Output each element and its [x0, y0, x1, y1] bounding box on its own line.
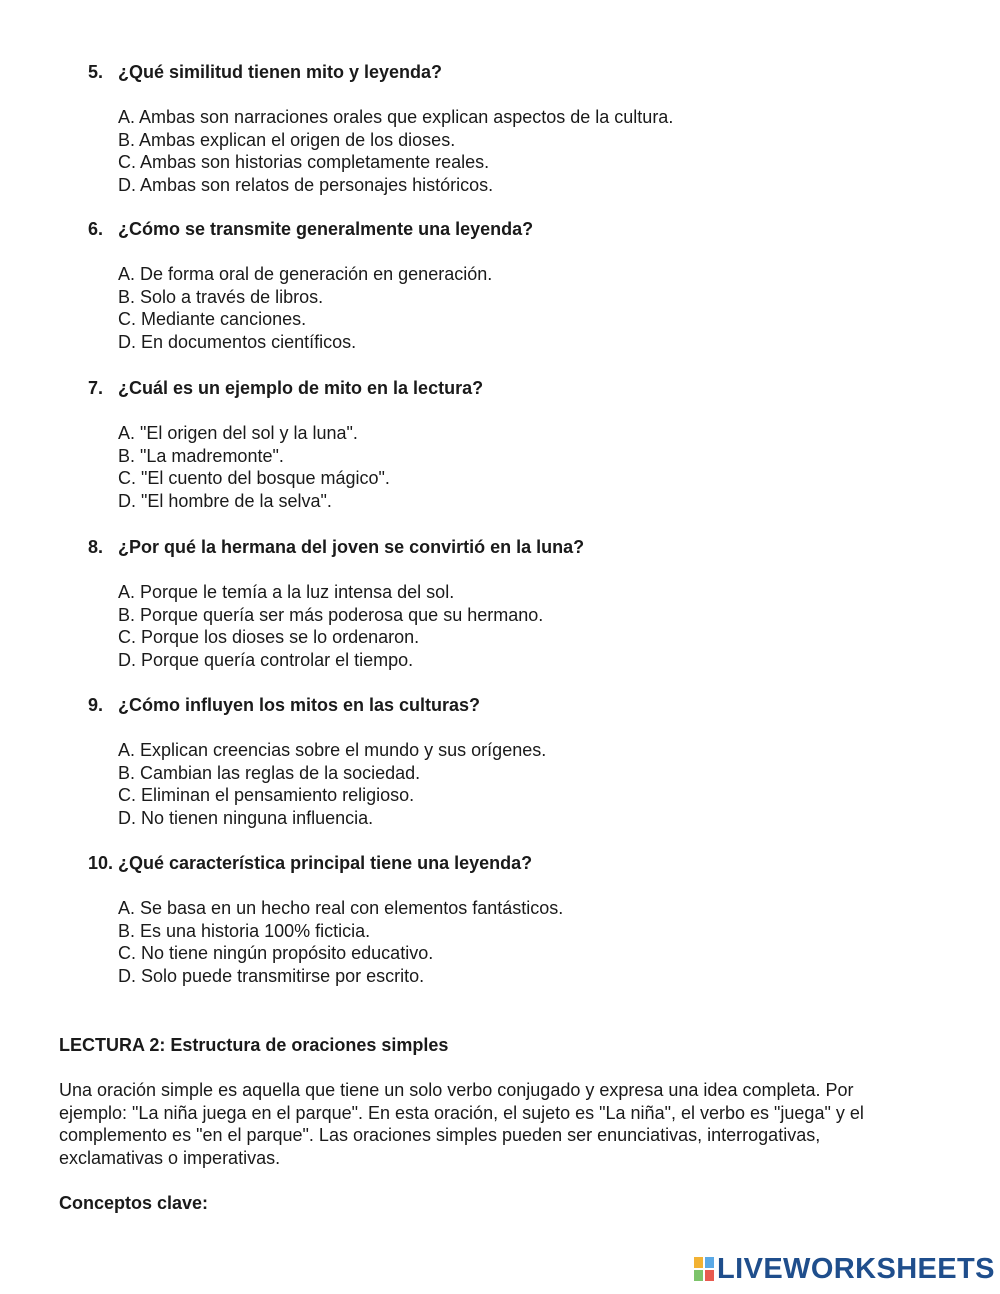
question-8 — [88, 536, 968, 671]
options-list — [88, 263, 968, 353]
option-b: B. Cambian las reglas de la sociedad. — [118, 762, 421, 783]
question-number: 8. — [88, 537, 104, 557]
paragraph-line: Una oración simple es aquella que tiene un solo verbo conjugado y expresa una idea completa. Por — [59, 1080, 854, 1100]
option-d: D. No tienen ninguna influencia. — [118, 807, 374, 828]
question-heading — [88, 377, 968, 399]
option-b: B. Ambas explican el origen de los dioses. — [118, 129, 456, 150]
option-d: D. En documentos científicos. — [118, 331, 357, 352]
question-5 — [88, 61, 968, 196]
option-d: D. Ambas son relatos de personajes históricos. — [118, 174, 494, 195]
logo-mark-icon — [693, 1256, 715, 1282]
key-concepts-heading: Conceptos clave: — [59, 1193, 209, 1213]
option-b: B. Porque quería ser más poderosa que su hermano. — [118, 604, 544, 625]
question-9 — [88, 694, 968, 829]
question-6 — [88, 218, 968, 353]
option-a: A. De forma oral de generación en generación. — [118, 264, 493, 284]
options-list — [88, 739, 968, 829]
reading-2-paragraph — [59, 1079, 964, 1169]
option-a: A. Se basa en un hecho real con elementos fantásticos. — [118, 898, 564, 918]
option-d: D. "El hombre de la selva". — [118, 490, 332, 511]
question-heading — [88, 694, 968, 716]
question-text: ¿Cuál es un ejemplo de mito en la lectura? — [118, 378, 484, 398]
option-c: C. Porque los dioses se lo ordenaron. — [118, 627, 420, 648]
reading-2-title: LECTURA 2: Estructura de oraciones simples — [59, 1035, 449, 1055]
question-number: 6. — [88, 219, 104, 239]
option-b: B. Es una historia 100% ficticia. — [118, 920, 371, 941]
options-list — [88, 106, 968, 196]
question-number: 5. — [88, 62, 104, 82]
option-a: A. Ambas son narraciones orales que explican aspectos de la cultura. — [118, 107, 674, 127]
options-list — [88, 897, 968, 987]
question-heading — [88, 852, 968, 874]
options-list — [88, 422, 968, 512]
question-number: 7. — [88, 378, 104, 398]
question-10 — [88, 852, 968, 987]
question-text: ¿Cómo influyen los mitos en las culturas? — [118, 695, 481, 715]
paragraph-line: exclamativas o imperativas. — [59, 1147, 281, 1168]
option-c: C. Eliminan el pensamiento religioso. — [118, 785, 415, 806]
option-c: C. No tiene ningún propósito educativo. — [118, 943, 434, 964]
option-c: C. Ambas son historias completamente reales. — [118, 152, 490, 173]
question-text: ¿Por qué la hermana del joven se convirtió en la luna? — [118, 537, 585, 557]
logo-text: LIVEWORKSHEETS — [717, 1253, 995, 1285]
question-heading — [88, 536, 968, 558]
question-heading — [88, 218, 968, 240]
option-a: A. Porque le temía a la luz intensa del sol. — [118, 582, 455, 602]
paragraph-line: ejemplo: "La niña juega en el parque". En esta oración, el sujeto es "La niña", el verbo es "juega" y el — [59, 1102, 864, 1123]
options-list — [88, 581, 968, 671]
question-text: ¿Cómo se transmite generalmente una leyenda? — [118, 219, 534, 239]
question-text: ¿Qué similitud tienen mito y leyenda? — [118, 62, 443, 82]
question-number: 10. — [88, 853, 114, 873]
liveworksheets-logo — [693, 1254, 995, 1284]
option-d: D. Solo puede transmitirse por escrito. — [118, 965, 425, 986]
question-7 — [88, 377, 968, 512]
option-b: B. "La madremonte". — [118, 445, 284, 466]
option-c: C. "El cuento del bosque mágico". — [118, 468, 390, 489]
option-d: D. Porque quería controlar el tiempo. — [118, 649, 414, 670]
question-text: ¿Qué característica principal tiene una leyenda? — [118, 853, 533, 873]
option-a: A. Explican creencias sobre el mundo y sus orígenes. — [118, 740, 547, 760]
question-number: 9. — [88, 695, 104, 715]
option-c: C. Mediante canciones. — [118, 309, 307, 330]
option-a: A. "El origen del sol y la luna". — [118, 423, 358, 443]
question-heading — [88, 61, 968, 83]
paragraph-line: complemento es "en el parque". Las oraciones simples pueden ser enunciativas, interrogativas, — [59, 1125, 821, 1146]
option-b: B. Solo a través de libros. — [118, 286, 324, 307]
